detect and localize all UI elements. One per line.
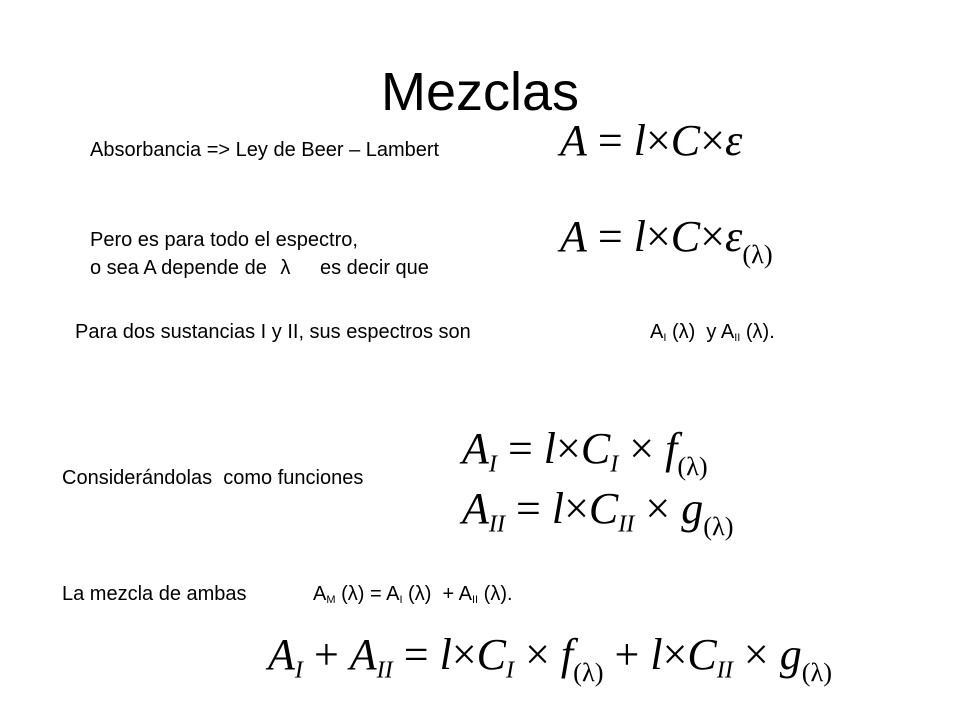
two-substances-text: Para dos sustancias I y II, sus espectros son	[75, 321, 471, 343]
formula-beer-lambert-lambda: $A = l\times C\times\varepsilon_{(\lambda)}$	[560, 212, 773, 269]
spectra-pair-expression: $A_I$ (λ) y $A_{II}$ (λ).	[650, 321, 775, 344]
spectrum-text-thus: es decir que	[319, 257, 429, 279]
absorbance-text: Absorbancia => Ley de Beer – Lambert	[90, 139, 440, 161]
spectrum-text-line2	[90, 256, 429, 280]
formula-beer-lambert: A = l×C×ε	[560, 116, 743, 165]
formula-mixture-expanded: $A_I + A_{II} = l\times C_I \times f_{(\lambda)} + l\times C_{II} \times g_{(\lambda)}$	[268, 630, 833, 687]
spectrum-text-depends: o sea A depende de	[90, 257, 267, 279]
spectrum-text-line1: Pero es para todo el espectro,	[90, 229, 358, 251]
slide-title: Mezclas	[380, 62, 580, 122]
formula-g-substance-II: $A_{II} = l\times C_{II} \times g_{(\lambda)}$	[462, 484, 734, 541]
lambda-symbol: λ	[280, 257, 291, 279]
considering-text: Considerándolas como funciones	[62, 467, 364, 489]
mixture-text: La mezcla de ambas	[62, 583, 247, 605]
formula-f-substance-I: $A_I = l\times C_I \times f_{(\lambda)}$	[462, 424, 708, 481]
mixture-sum-expression: $A_M$ $(\lambda) = A_I$ $(\lambda) + A_{II}$ (λ).	[313, 583, 513, 606]
